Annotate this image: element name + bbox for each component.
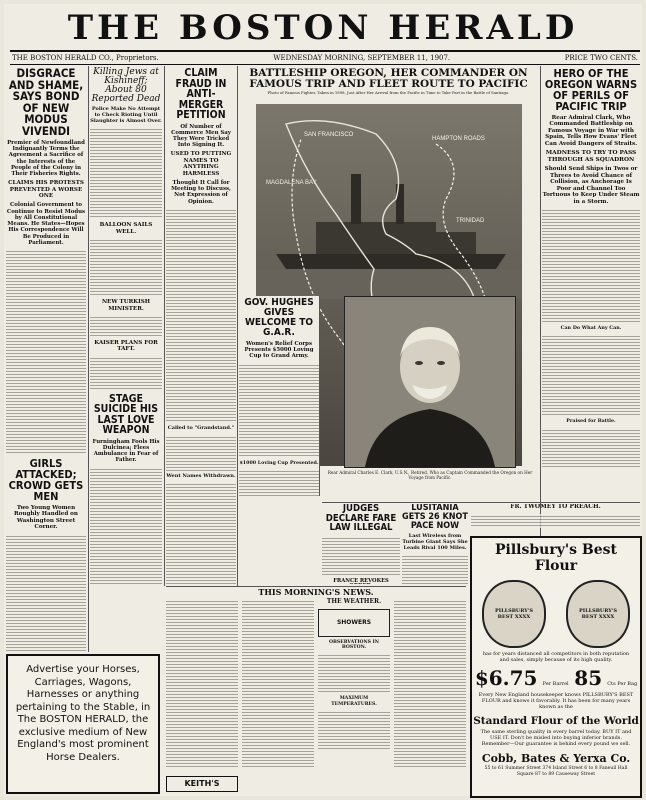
grocer-text: Every New England housekeeper knows PILLSBURY'S BEST FLOUR and knows it favorably. It has been for many years known as the [478, 692, 634, 710]
pillsbury-title: Pillsbury's Best Flour [495, 542, 617, 574]
map-label-hampton-roads: HAMPTON ROADS [432, 136, 485, 142]
barrel-brand-right: PILLSBURY'S BEST XXXX [578, 608, 618, 620]
deck-lusitania: Last Wireless from Turbine Giant Says She Leads Rival 100 Miles. [402, 533, 468, 551]
headline-this-mornings-news: THIS MORNING'S NEWS. [258, 588, 374, 597]
headline-hero-of-oregon: HERO OF THE OREGON WARNS OF PERILS OF PACIFIC TRIP [544, 67, 638, 113]
article-text-turkish [90, 315, 162, 337]
deck-thought-it-call: Thought It Call for Meeting to Discuss, Not Expression of Opinion. [171, 180, 231, 205]
article-text-gov [239, 363, 319, 458]
lusitania-article [402, 504, 468, 584]
max-temp-table [318, 710, 390, 750]
headline-disgrace: DISGRACE AND SHAME, SAYS BOND OF NEW MODUS VIVENDI [8, 66, 84, 138]
observations-table [318, 653, 390, 693]
subhead-weather: THE WEATHER. [326, 598, 382, 605]
subhead-praised: Praised for Battle. [566, 418, 616, 425]
headline-stage-suicide: STAGE SUICIDE HIS LAST LOVE WEAPON [93, 392, 159, 437]
flour-barrel-image [482, 580, 546, 648]
column-1 [6, 66, 86, 652]
deck-two-young-women: Two Young Women Roughly Handled on Washington Street Corner. [14, 504, 78, 531]
deck-colonial: Colonial Government to Continue to Resist Modus by All Constitutional Means. He States—Hopes His Correspondence Will Be Produced in Parliament. [6, 202, 86, 246]
price-barrel-unit: Per Barrel [542, 681, 569, 687]
deck-madness: MADNESS TO TRY TO PASS THROUGH AS SQUADRON [545, 150, 637, 163]
standard-flour-headline: Standard Flour of the World [473, 715, 639, 727]
headline-gov-hughes: GOV. HUGHES GIVES WELCOME TO G.A.R. [244, 297, 314, 338]
headline-girls-attacked: GIRLS ATTACKED; CROWD GETS MEN [8, 456, 84, 503]
portrait-illustration [345, 297, 515, 467]
price-bag-unit: Cts Per Bag [607, 681, 638, 687]
subhead-observations: OBSERVATIONS IN BOSTON. [329, 639, 379, 651]
subhead-loving-cup: $1000 Loving Cup Presented. [239, 459, 319, 466]
article-text-kaiser [90, 356, 162, 391]
subhead-can-do: Can Do What Any Can. [560, 324, 622, 331]
twomey-article [471, 504, 640, 534]
deck-rear-admiral: Rear Admiral Clark, Who Commanded Battleship on Famous Voyage in War with Spain, Tells How Evans' Fleet Can Avoid Dangers of Straits. [544, 115, 638, 147]
deck-police: Police Make No Attempt to Check Rioting Until Slaughter is Almost Over. [90, 106, 162, 124]
article-text-names [166, 482, 236, 586]
article-text-praised [542, 428, 640, 468]
cobb-bates-yerxa: Cobb, Bates & Yerxa Co. [481, 752, 631, 765]
news-column-4 [394, 599, 466, 769]
masthead: THE BOSTON HERALD [67, 8, 579, 48]
keiths-ad: KEITH'S [166, 776, 238, 792]
article-text-girls [6, 534, 86, 652]
deck-furningham: Furningham Fools His Dulcinea; Flees Ambulance in Fear of Father. [92, 438, 160, 464]
portrait-caption: Rear Admiral Charles E. Clark, U.S.N., Retired, Who as Captain Commanded the Oregon on Her Voyage from Pacific. [327, 470, 533, 480]
horse-ad-text: Advertise your Horses, Carriages, Wagons, Harnesses or anything pertaining to the Stable, in The BOSTON HERALD, the exclusive medium of New England's most prominent Horse Dealers. [15, 664, 151, 763]
deck-premier: Premier of Newfoundland Indignantly Terms the Agreement a Sacrifice of the Interests of the People of the Colony in Their Fisheries Rights. [7, 140, 85, 178]
article-text-judges [322, 536, 400, 576]
article-text-twomey [471, 514, 640, 528]
oregon-photo-caption: Photo of Famous Fighter, Taken in 1898, Just After Her Arrival from the Pacific in Time to Take Part in the Battle of Santiago. [267, 90, 510, 95]
cobb-addresses: 55 to 61 Summer Street 374 Island Street 6 to 8 Faneuil Hall Square 87 to 89 Causeway Street [484, 766, 628, 777]
price-bag: 85 [574, 666, 603, 690]
horse-advertisement [6, 654, 160, 794]
admiral-clark-portrait [344, 296, 516, 468]
gov-hughes-article [239, 296, 320, 496]
subhead-balloon: BALLOON SAILS WELL. [99, 222, 153, 235]
dateline-price: PRICE TWO CENTS. [564, 54, 638, 62]
article-text-balloon [90, 238, 162, 296]
headline-battleship-oregon: BATTLESHIP OREGON, HER COMMANDER ON FAMOUS TRIP AND FLEET ROUTE TO PACIFIC [249, 67, 528, 90]
article-text-can-do [542, 334, 640, 416]
price-barrel: $6.75 [474, 666, 538, 690]
article-text-fraud [166, 208, 236, 423]
deck-used-to-putting: USED TO PUTTING NAMES TO ANYTHING HARMLESS [170, 151, 232, 177]
subhead-grandstand: Called to "Grandstand." [167, 424, 235, 431]
newspaper-page [4, 4, 642, 796]
headline-judges: JUDGES DECLARE FARE LAW ILLEGAL [325, 504, 397, 533]
pillsbury-products [472, 580, 640, 648]
pillsbury-advertisement [470, 536, 642, 798]
article-text-stage [90, 467, 162, 586]
subhead-max-temp: MAXIMUM TEMPERATURES. [331, 696, 377, 707]
pillsbury-text: has for years distanced all competitors in both reputation and sales, simply because of its high quality. [482, 651, 630, 663]
article-text-grandstand [166, 435, 236, 471]
map-label-san-francisco: SAN FRANCISCO [304, 132, 354, 138]
standard-text: The same sterling quality in every barrel today. BUY IT and USE IT. Don't be misled into buying inferior brands. Remember—Our guarantee is behind every pound we sell. [480, 729, 632, 747]
subhead-twomey: FR. TWOMEY TO PREACH. [510, 504, 601, 510]
headline-lusitania: LUSITANIA GETS 26 KNOT PACE NOW [402, 504, 468, 531]
dateline-proprietors: THE BOSTON HERALD CO., Proprietors. [12, 54, 159, 62]
subhead-names-withdrawn: Went Names Withdrawn. [166, 472, 236, 479]
news-column-1 [166, 599, 238, 769]
article-text-bond [6, 249, 86, 454]
article-text-hero [542, 208, 640, 323]
subhead-turkish-minister: NEW TURKISH MINISTER. [101, 299, 151, 312]
map-label-trinidad: TRINIDAD [456, 218, 485, 224]
map-label-magdalena-bay: MAGDALENA BAY [266, 180, 317, 186]
deck-should-send: Should Send Ships in Twos or Threes to Avoid Chance of Collision, as Anchorage Is Poor and Channel Too Tortuous to Keep Under Steam in a Storm. [542, 166, 640, 205]
flour-bag-image [566, 580, 630, 648]
article-text-kishineff [90, 127, 162, 219]
article-text-lusitania [402, 554, 468, 584]
subhead-france: FRANCE REVOKES [333, 577, 389, 584]
headline-kishineff: Killing Jews at Kishineff; About 80 Reported Dead [91, 67, 161, 104]
judges-article [322, 504, 400, 584]
dateline-date: WEDNESDAY MORNING, SEPTEMBER 11, 1907. [273, 54, 451, 62]
deck-womens-relief: Women's Relief Corps Presents $5000 Loving Cup to Grand Army. [244, 341, 314, 360]
deck-commerce-men: Of Number of Commerce Men Say They Were Tricked Into Signing It. [171, 123, 231, 149]
column-3 [166, 66, 236, 586]
news-column-2 [242, 599, 314, 769]
deck-claims: CLAIMS HIS PROTESTS PREVENTED A WORSE ONE [8, 180, 84, 200]
headline-claim-fraud: CLAIM FRAUD IN ANTI-MERGER PETITION [175, 67, 227, 121]
dateline [10, 50, 640, 65]
news-summary [166, 588, 466, 796]
barrel-brand-left: PILLSBURY'S BEST XXXX [494, 608, 534, 620]
column-2 [90, 66, 162, 586]
weather-showers-box: SHOWERS [318, 609, 390, 637]
subhead-kaiser: KAISER PLANS FOR TAFT. [94, 339, 158, 353]
article-text-loving-cup [239, 469, 319, 496]
pillsbury-prices [472, 666, 640, 690]
